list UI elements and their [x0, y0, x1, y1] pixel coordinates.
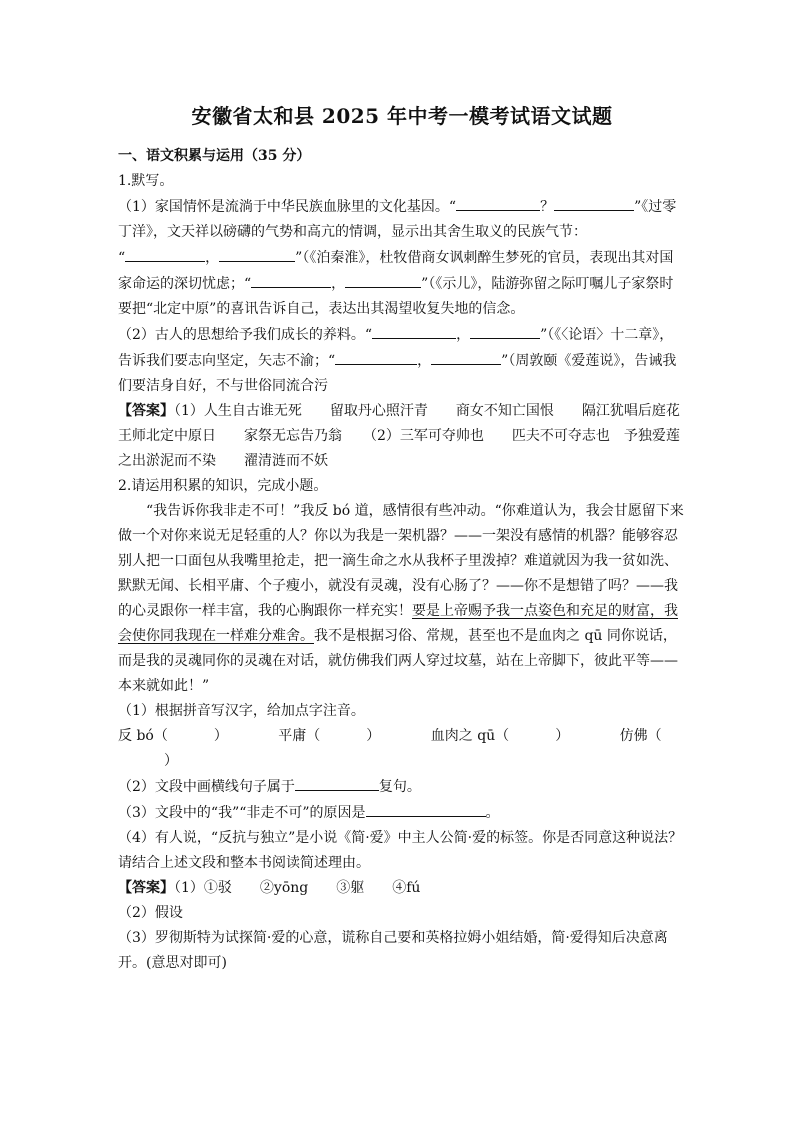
question-1-label: 1.默写。 [118, 173, 174, 189]
answer-blank[interactable] [456, 194, 540, 211]
answer-blank[interactable] [219, 245, 295, 262]
question-1-part-2 [118, 322, 686, 399]
question-1-part-1 [118, 194, 686, 322]
q1-part2-text-d: ， [417, 353, 432, 369]
question-2-answer-2: （2）假设 [118, 905, 183, 921]
q1-part1-text-d: “ [118, 250, 126, 266]
answer-blank[interactable] [372, 322, 456, 339]
question-2-answer-1 [118, 876, 686, 901]
q1-part1-text-c: ”《过零丁洋》，文天祥以磅礴的气势和高亢的情调，显示出其舍生取义的民族气节： [118, 199, 677, 240]
answer-blank[interactable] [335, 348, 417, 365]
answer-blank[interactable] [366, 800, 486, 817]
q1-part1-text-h: ”（《示儿》，陆游弥留之际叮嘱儿子家祭时要把“北定中原”的喜讯告诉自己，表达出其渴望收复失地的信念。 [118, 276, 674, 317]
sub-question-2: （2）文段中画横线句子属于 复句。 [118, 774, 686, 800]
answer-blank[interactable] [125, 245, 205, 262]
answer-label: 【答案】 [118, 403, 174, 419]
page-title: 安徽省太和县 2025 年中考一模考试语文试题 [191, 104, 613, 128]
sub-question-1: （1）根据拼音写汉字，给加点字注音。 [118, 703, 365, 719]
answer-blank[interactable] [251, 271, 331, 288]
pinyin-item: 平庸（ ） [278, 728, 381, 744]
q1-part1-text-b: ？ [540, 199, 555, 215]
pinyin-item: 血肉之 qū（ ） [430, 728, 570, 744]
q1-part2-text-a: （2）古人的思想给予我们成长的养料。“ [118, 327, 373, 343]
q1-part1-text-a: （1）家国情怀是流淌于中华民族血脉里的文化基因。“ [118, 199, 457, 215]
question-2-label: 2.请运用积累的知识，完成小题。 [118, 478, 328, 494]
answer-blank[interactable] [345, 271, 421, 288]
answer-blank[interactable] [554, 194, 634, 211]
q1-part2-text-c: ”（《〈论语〉十二章》，告诉我们要志向坚定，矢志不渝；“ [118, 327, 674, 369]
passage-text-a: “我告诉你我非走不可！”我反 bó 道，感情很有些冲动。“你难道认为，我会甘愿留下来做一个对你来说无足轻重的人？你以为我是一架机器？——一架没有感情的机器？能够容忍别人把一口面包从我嘴里抢走，把一滴生命之水从我杯子里泼掉？难道就因为我一贫如洗、默默无闻、长相平庸、个子瘦小，就没有灵魂，没有心肠了？——你不是想错了吗？——我的心灵跟你一样丰富，我的心胸跟你一样充实！ [118, 503, 684, 619]
document-page [118, 100, 708, 976]
q1-part1-text-g: ， [331, 276, 346, 292]
sub-question-4: （4）有人说，“反抗与独立”是小说《简·爱》中主人公简·爱的标签。你是否同意这种说法？请结合上述文段和整本书阅读简述理由。 [118, 830, 683, 871]
question-1-answer [118, 399, 708, 474]
pinyin-item: 仿佛（） [164, 728, 662, 769]
answer-text: （1）人生自古谁无死 留取丹心照汗青 商女不知亡国恨 隔江犹唱后庭花 王师北定中原日 家祭无忘告乃翁 （2）三军可夺帅也 匹夫不可夺志也 予独爱莲之出淤泥而不染 濯清涟而不妖 [118, 403, 708, 469]
answer-blank[interactable] [295, 774, 379, 791]
question-2-answer-3: （3）罗彻斯特为试探简·爱的心意，谎称自己要和英格拉姆小姐结婚，简·爱得知后决意离开。(意思对即可) [118, 930, 668, 971]
q1-part2-text-b: ， [456, 327, 471, 343]
passage-text-b: 我不是根据习俗、常规，甚至也不是血肉之 qū 同你说话，而是我的灵魂同你的灵魂在对话，就仿佛我们两人穿过坟墓，站在上帝脚下，彼此平等——本来就如此！” [118, 628, 678, 694]
underlined-sentence: 要是上帝赐予我一点姿色和充足的财富，我会使你同我现在一样难分难舍。 [118, 603, 678, 644]
q1-part1-text-f: ”（《泊秦淮》，杜牧借商女讽刺醉生梦死的官员，表现出其对国家命运的深切忧虑；“ [118, 250, 674, 292]
sub-question-3: （3）文段中的“我”“非走不可”的原因是 。 [118, 800, 686, 826]
pinyin-item: 反 bó（ ） [118, 728, 228, 744]
answer-text: （1）①驳 ②yōng ③躯 ④fú [174, 880, 421, 896]
answer-label: 【答案】 [118, 880, 174, 896]
section-heading: 一、语文积累与运用（35 分） [118, 148, 311, 164]
q1-part1-text-e: ， [205, 250, 220, 266]
pinyin-items-row [118, 724, 686, 774]
answer-blank[interactable] [470, 322, 540, 339]
answer-blank[interactable] [431, 348, 501, 365]
q1-part2-text-e: ”（周敦颐《爱莲说》，告诫我们要洁身自好，不与世俗同流合污 [118, 353, 677, 394]
reading-passage [118, 499, 686, 699]
